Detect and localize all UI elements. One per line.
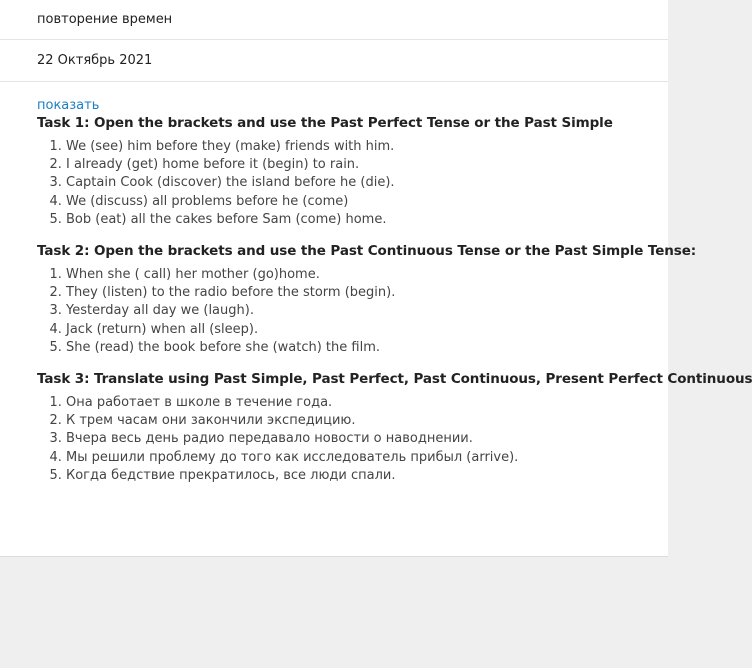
task-list <box>37 266 668 357</box>
list-item: 4. Мы решили проблему до того как исследователь прибыл (arrive). <box>66 449 668 467</box>
list-item: 3. Captain Cook (discover) the island before he (die). <box>66 174 668 192</box>
task-2 <box>37 242 697 357</box>
task-heading: Task 1: Open the brackets and use the Past Perfect Tense or the Past Simple <box>37 115 613 131</box>
page-title: повторение времен <box>0 0 668 40</box>
note-content <box>0 82 752 485</box>
list-item: 5. She (read) the book before she (watch) the film. <box>66 339 668 357</box>
list-item: 5. Когда бедствие прекратилось, все люди спали. <box>66 467 668 485</box>
list-item: 2. I already (get) home before it (begin) to rain. <box>66 156 668 174</box>
task-heading: Task 2: Open the brackets and use the Past Continuous Tense or the Past Simple Tense: <box>37 243 697 260</box>
task-heading: Task 3: Translate using Past Simple, Past Perfect, Past Continuous, Present Perfect Continuous <box>37 371 752 388</box>
list-item: 2. К трем часам они закончили экспедицию. <box>66 412 668 430</box>
list-item: 3. Вчера весь день радио передавало новости о наводнении. <box>66 430 668 448</box>
list-item: 4. Jack (return) when all (sleep). <box>66 321 668 339</box>
task-1 <box>37 114 668 229</box>
task-list <box>37 394 668 485</box>
task-3 <box>37 370 752 485</box>
list-item: 2. They (listen) to the radio before the storm (begin). <box>66 284 668 302</box>
note-date: 22 Октябрь 2021 <box>0 40 668 82</box>
list-item: 1. We (see) him before they (make) friends with him. <box>66 138 668 156</box>
list-item: 1. When she ( call) her mother (go)home. <box>66 266 668 284</box>
list-item: 3. Yesterday all day we (laugh). <box>66 302 668 320</box>
show-link[interactable]: показать <box>37 98 100 113</box>
task-list <box>37 138 668 229</box>
list-item: 4. We (discuss) all problems before he (come) <box>66 193 668 211</box>
list-item: 5. Bob (eat) all the cakes before Sam (come) home. <box>66 211 668 229</box>
list-item: 1. Она работает в школе в течение года. <box>66 394 668 412</box>
